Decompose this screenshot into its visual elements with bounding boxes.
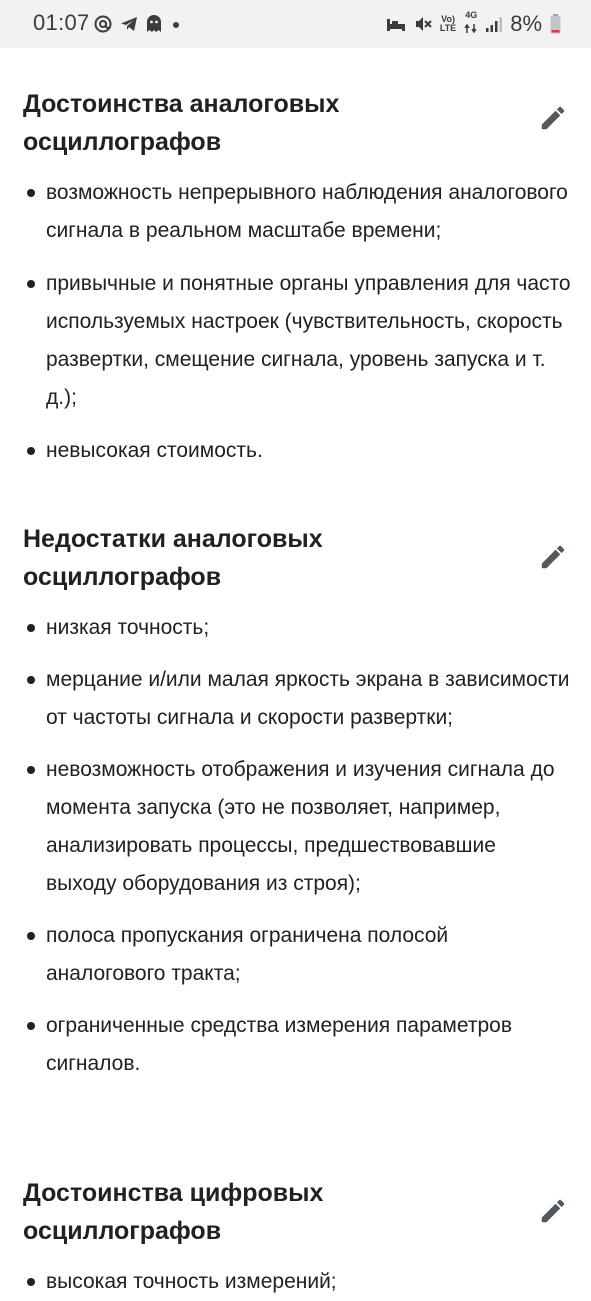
section-header (23, 520, 583, 596)
pencil-icon[interactable] (538, 103, 568, 133)
bullet-icon (27, 1022, 35, 1030)
bullet-icon (27, 932, 35, 940)
at-sign-icon (93, 14, 113, 34)
list-item-text: невозможность отображения и изучения сигнала до момента запуска (это не позволяет, например, анализировать процессы, предшествовавшие выходу оборудования из строя); (46, 758, 555, 895)
list-item-text: возможность непрерывного наблюдения аналогового сигнала в реальном масштабе времени; (46, 181, 568, 242)
list-item-text: привычные и понятные органы управления для часто используемых настроек (чувствительность, скорость развертки, смещение сигнала, уровень запуска и т. д.); (46, 272, 571, 409)
section-title: Достоинства цифровых осциллографов (23, 1179, 324, 1245)
bullet-icon (27, 280, 35, 288)
list-item (0, 432, 591, 470)
bullet-icon (27, 676, 35, 684)
network-type: 4G (464, 11, 478, 38)
bullet-list (0, 609, 591, 1083)
bullet-icon (27, 447, 35, 455)
ghost-icon (145, 14, 163, 34)
list-item (0, 1007, 591, 1083)
telegram-icon (119, 14, 139, 34)
system-icons (386, 9, 561, 36)
bullet-list (0, 174, 591, 470)
pencil-icon[interactable] (538, 542, 568, 572)
pencil-icon[interactable] (538, 1196, 568, 1226)
section-header (23, 1174, 583, 1250)
list-item (0, 1263, 591, 1301)
bullet-icon (27, 1278, 35, 1286)
bullet-list (0, 1263, 591, 1301)
list-item-text: полоса пропускания ограничена полосой аналогового тракта; (46, 924, 449, 985)
list-item (0, 751, 591, 903)
volte-indicator: Vo) LTE (439, 14, 457, 33)
status-time: 01:07 (33, 10, 90, 35)
list-item (0, 174, 591, 250)
list-item-text: невысокая стоимость. (46, 439, 263, 462)
status-bar (0, 0, 591, 48)
notification-icons (93, 12, 183, 36)
dot-icon (169, 14, 183, 34)
list-item (0, 661, 591, 737)
signal-icon (486, 15, 502, 33)
section-title: Достоинства аналоговых осциллографов (23, 90, 340, 156)
section-header (23, 85, 583, 161)
battery-percent: 8% (510, 11, 542, 36)
mute-icon (414, 15, 432, 33)
list-item-text: низкая точность; (46, 616, 210, 639)
list-item-text: высокая точность измерений; (46, 1270, 337, 1293)
sleep-mode-icon (386, 15, 406, 33)
list-item (0, 609, 591, 647)
bullet-icon (27, 766, 35, 774)
bullet-icon (27, 189, 35, 197)
list-item-text: мерцание и/или малая яркость экрана в зависимости от частоты сигнала и скорости развертки; (46, 668, 570, 729)
section-title: Недостатки аналоговых осциллографов (23, 525, 323, 591)
list-item (0, 265, 591, 417)
battery-icon (550, 14, 561, 34)
list-item-text: ограниченные средства измерения параметров сигналов. (46, 1014, 512, 1075)
data-arrows-icon (464, 24, 478, 33)
list-item (0, 917, 591, 993)
bullet-icon (27, 624, 35, 632)
